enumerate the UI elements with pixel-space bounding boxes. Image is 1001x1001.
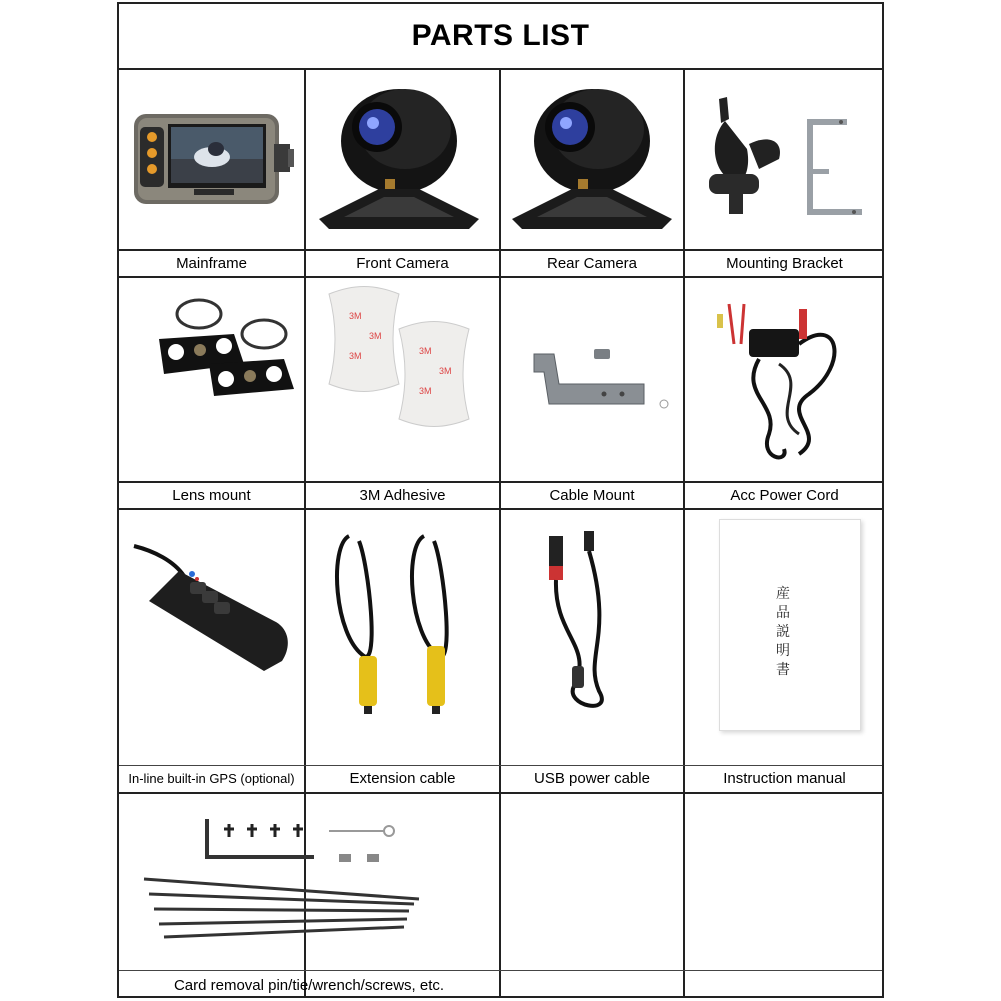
grid-divider xyxy=(683,70,685,996)
manual-booklet-icon xyxy=(719,519,861,731)
svg-text:3M: 3M xyxy=(419,346,432,356)
item-label: USB power cable xyxy=(534,770,650,787)
item-label: Cable Mount xyxy=(549,487,635,504)
item-label: 3M Adhesive xyxy=(359,487,446,504)
svg-text:3M: 3M xyxy=(419,386,432,396)
cable-mount-icon xyxy=(504,284,680,474)
usb-cable-icon xyxy=(504,516,680,761)
front-camera-icon xyxy=(309,79,495,244)
title-row xyxy=(119,4,882,70)
item-label: In-line built-in GPS (optional) xyxy=(128,771,295,786)
gps-remote-icon xyxy=(124,516,300,761)
grid-divider xyxy=(119,508,882,510)
svg-text:3M: 3M xyxy=(349,351,362,361)
grid-divider xyxy=(119,481,882,483)
item-label: Front Camera xyxy=(356,255,449,272)
grid-divider xyxy=(119,765,882,766)
item-label: Card removal pin/tie/wrench/screws, etc. xyxy=(173,977,445,994)
grid-divider xyxy=(119,792,882,794)
lens-mount-icon xyxy=(124,284,300,474)
item-label: Acc Power Cord xyxy=(730,487,839,504)
grid-divider xyxy=(119,970,882,971)
svg-text:3M: 3M xyxy=(439,366,452,376)
grid-divider xyxy=(499,70,501,996)
extension-cable-icon xyxy=(309,516,495,761)
adhesive-pad-icon xyxy=(309,284,495,474)
grid-divider xyxy=(119,276,882,278)
dash-camera-mainframe-icon xyxy=(124,79,300,244)
accessories-kit-icon xyxy=(139,809,439,959)
rear-camera-icon xyxy=(504,79,680,244)
svg-text:3M: 3M xyxy=(369,331,382,341)
page-title: PARTS LIST xyxy=(411,19,590,52)
svg-text:3M: 3M xyxy=(349,311,362,321)
manual-cover-text: 産品説明書 xyxy=(776,586,790,678)
item-label: Rear Camera xyxy=(546,255,638,272)
item-label: Mounting Bracket xyxy=(726,255,843,272)
grid-divider xyxy=(119,249,882,251)
parts-list-table xyxy=(117,2,884,998)
item-label: Instruction manual xyxy=(723,770,846,787)
item-label: Extension cable xyxy=(349,770,456,787)
power-cord-icon xyxy=(689,284,879,474)
item-label: Mainframe xyxy=(176,255,247,272)
mounting-bracket-icon xyxy=(689,79,879,244)
item-label: Lens mount xyxy=(172,487,251,504)
